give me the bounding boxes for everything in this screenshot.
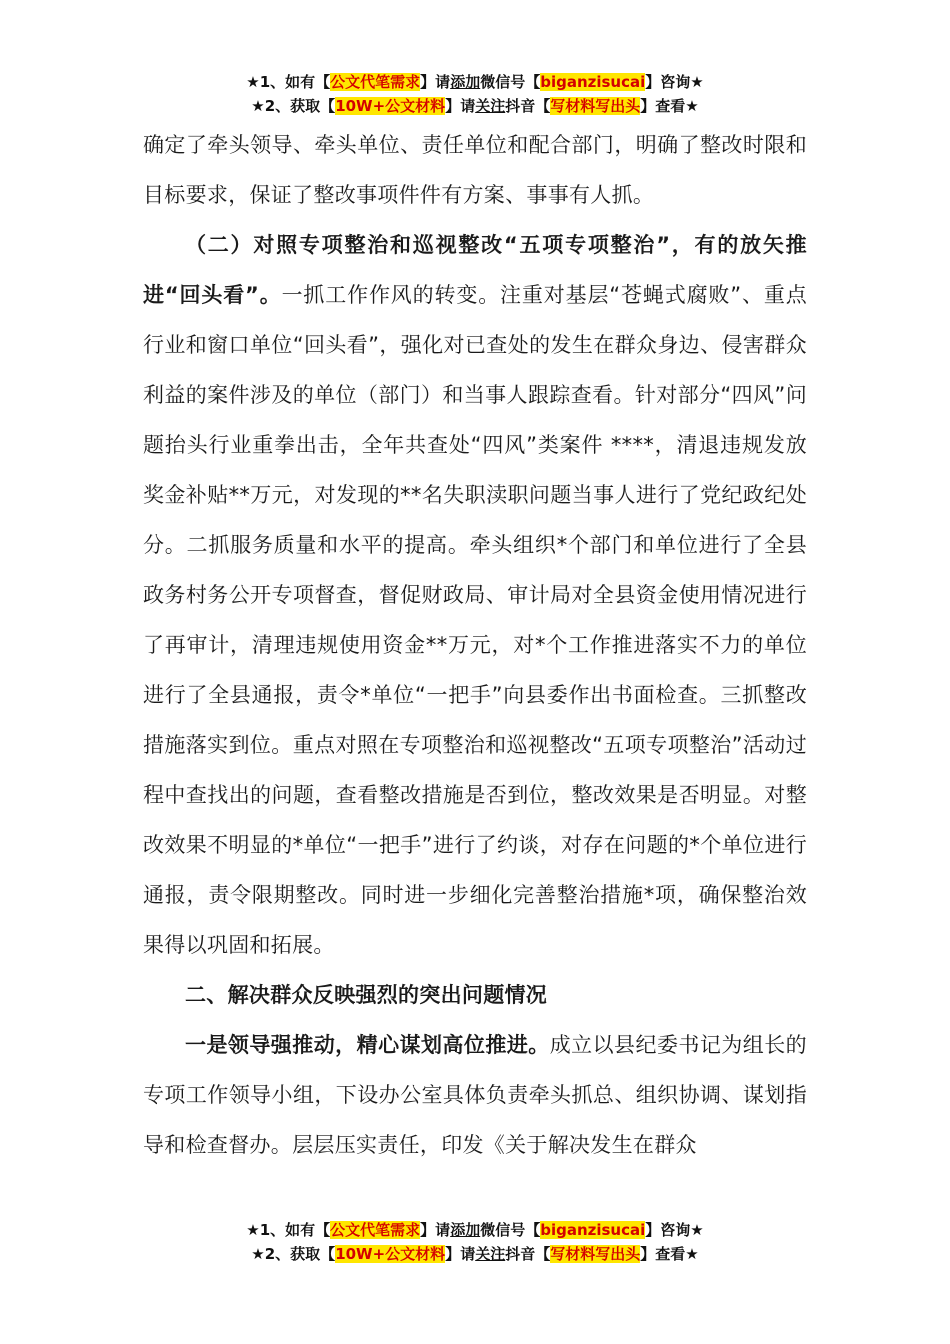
banner-text: ★2、获取【 <box>251 1245 336 1263</box>
chapter-heading: 二、解决群众反映强烈的突出问题情况 <box>185 983 548 1007</box>
banner-line-1 <box>0 1218 950 1242</box>
banner-text: ★1、如有【 <box>246 1221 331 1239</box>
banner-text: 微信号【 <box>480 1221 541 1239</box>
banner-underline: 添加 <box>450 73 481 91</box>
banner-line-2 <box>0 94 950 118</box>
banner-text: 】查看★ <box>640 1245 699 1263</box>
banner-text: 微信号【 <box>480 73 541 91</box>
banner-highlight: 公文代笔需求 <box>330 73 421 91</box>
banner-text: 】查看★ <box>640 97 699 115</box>
banner-underline: 关注 <box>475 1245 506 1263</box>
paragraph-text: 成立以县纪委书记为组长的专项工作领导小组，下设办公室具体负责牵头抓总、组织协调、谋划指导和检查督办。层层压实责任，印发《关于解决发生在群众 <box>143 1033 807 1157</box>
banner-text: 】请 <box>445 1245 476 1263</box>
banner-highlight: 写材料写出头 <box>550 97 641 115</box>
paragraph-section-2 <box>143 220 807 970</box>
banner-line-1 <box>0 70 950 94</box>
banner-text: 抖音【 <box>505 97 551 115</box>
paragraph-text: 一抓工作作风的转变。注重对基层“苍蝇式腐败”、重点行业和窗口单位“回头看”，强化对已查处的发生在群众身边、侵害群众利益的案件涉及的单位（部门）和当事人跟踪查看。针对部分“四风”问题抬头行业重拳出击，全年共查处“四风”类案件 ****，清退违规发放奖金补贴**万元，对发现的**名失职渎职问题当事人进行了党纪政纪处分。二抓服务质量和水平的提高。牵头组织*个部门和单位进行了全县政务村务公开专项督查，督促财政局、审计局对全县资金使用情况进行了再审计，清理违规使用资金**万元，对*个工作推进落实不力的单位进行了全县通报，责令*单位“一把手”向县委作出书面检查。三抓整改措施落实到位。重点对照在专项整治和巡视整改“五项专项整治”活动过程中查找出的问题，查看整改措施是否到位，整改效果是否明显。对整改效果不明显的*单位“一把手”进行了约谈，对存在问题的*个单位进行通报，责令限期整改。同时进一步细化完善整治措施*项，确保整治效果得以巩固和拓展。 <box>143 283 808 957</box>
banner-highlight: 10W+公文材料 <box>335 1245 446 1263</box>
banner-text: ★2、获取【 <box>251 97 336 115</box>
banner-line-2 <box>0 1242 950 1266</box>
banner-text: 】请 <box>445 97 476 115</box>
banner-text: 】咨询★ <box>645 1221 704 1239</box>
banner-highlight: 公文代笔需求 <box>330 1221 421 1239</box>
paragraph-continued: 确定了牵头领导、牵头单位、责任单位和配合部门，明确了整改时限和目标要求，保证了整改事项件件有方案、事事有人抓。 <box>143 133 807 207</box>
paragraph-item-1 <box>143 1020 807 1170</box>
footer-banner <box>0 1218 950 1266</box>
document-body <box>143 120 807 1170</box>
header-banner <box>0 70 950 118</box>
section-heading: （二）对照专项整治和巡视整改“五项专项整治”，有的放矢推进“回头看”。 <box>143 233 807 307</box>
banner-text: 抖音【 <box>505 1245 551 1263</box>
banner-underline: 添加 <box>450 1221 481 1239</box>
banner-highlight: biganzisucai <box>540 1221 646 1239</box>
banner-text: 】请 <box>420 73 451 91</box>
banner-text: 】请 <box>420 1221 451 1239</box>
item-heading: 一是领导强推动，精心谋划高位推进。 <box>185 1033 550 1057</box>
banner-text: 】咨询★ <box>645 73 704 91</box>
banner-underline: 关注 <box>475 97 506 115</box>
banner-highlight: 写材料写出头 <box>550 1245 641 1263</box>
banner-highlight: 10W+公文材料 <box>335 97 446 115</box>
banner-text: ★1、如有【 <box>246 73 331 91</box>
banner-highlight: biganzisucai <box>540 73 646 91</box>
